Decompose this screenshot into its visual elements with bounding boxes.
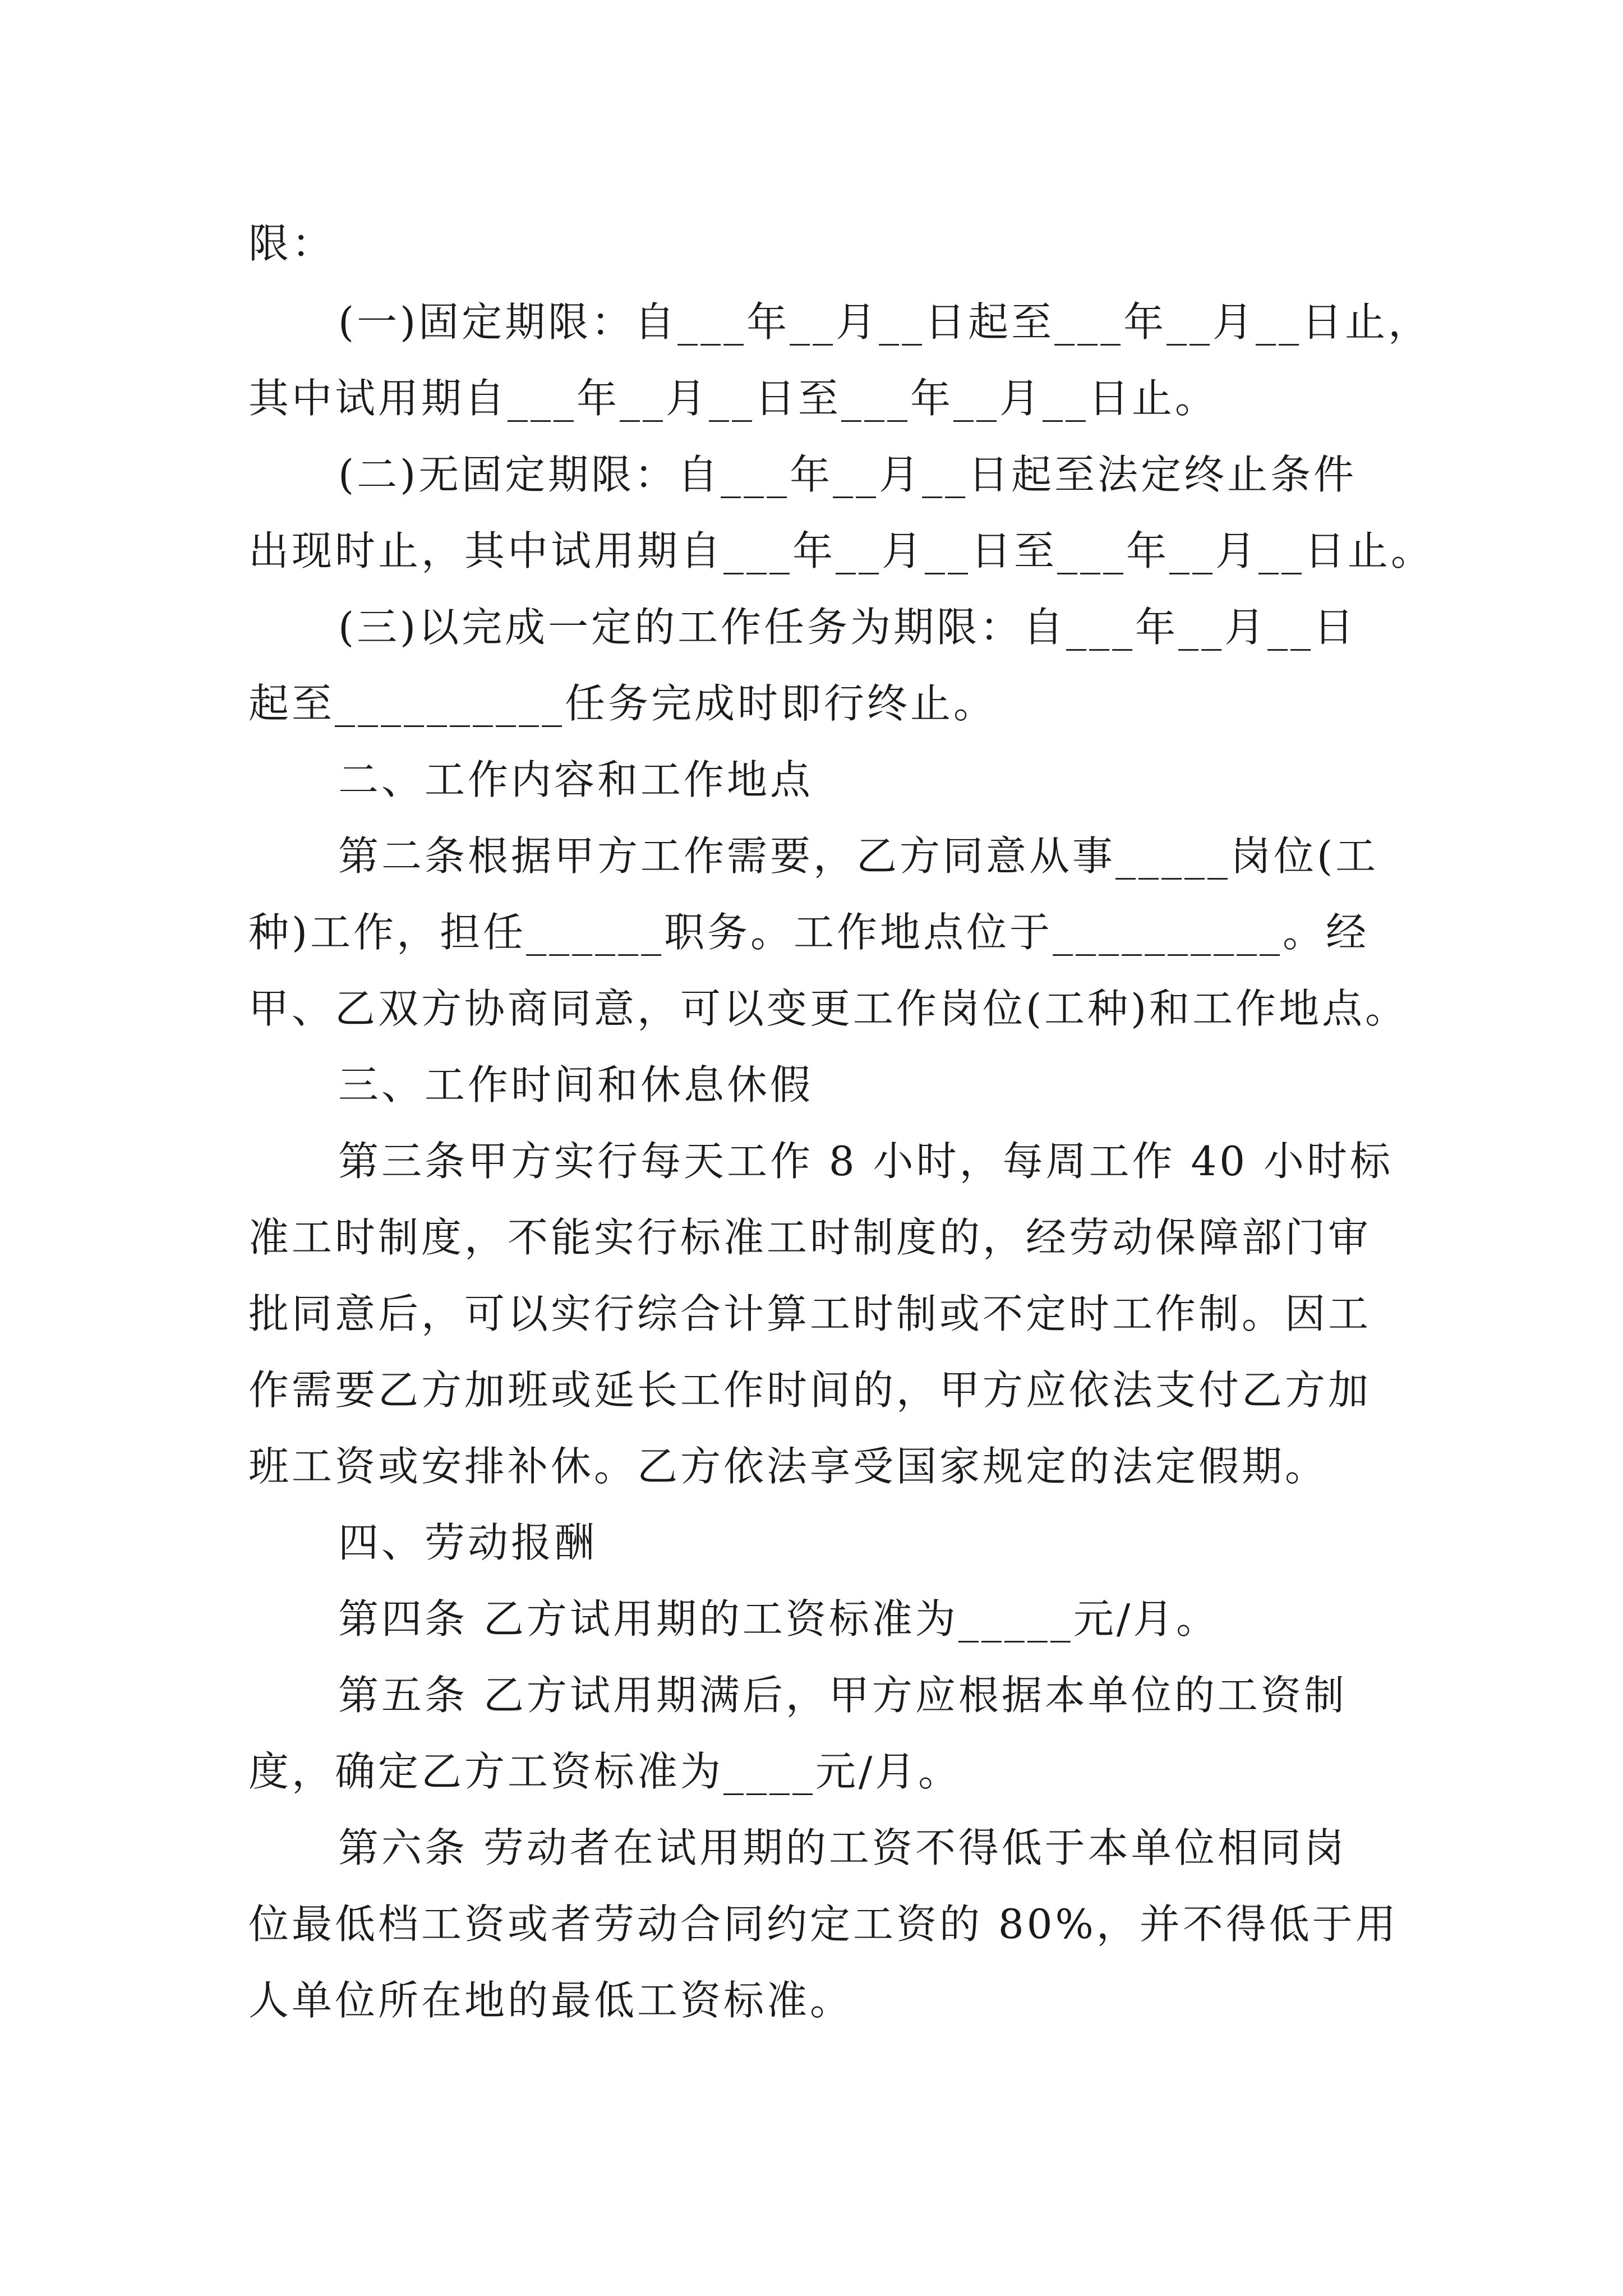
section-heading: 三、工作时间和休息休假 xyxy=(338,1061,814,1108)
text-line: 种)工作，担任______职务。工作地点位于__________。经 xyxy=(248,909,1370,956)
text-line: 班工资或安排补休。乙方依法享受国家规定的法定假期。 xyxy=(248,1443,1329,1490)
text-line: 准工时制度，不能实行标准工时制度的，经劳动保障部门审 xyxy=(248,1214,1372,1261)
text-line: 第六条 劳动者在试用期的工资不得低于本单位相同岗 xyxy=(338,1824,1347,1871)
text-line: (一)固定期限：自___年__月__日起至___年__月__日止， xyxy=(338,298,1432,346)
text-line: 第三条甲方实行每天工作 8 小时，每周工作 40 小时标 xyxy=(338,1138,1393,1185)
text-line: 起至__________任务完成时即行终止。 xyxy=(248,680,997,727)
text-line: 第五条 乙方试用期满后，甲方应根据本单位的工资制 xyxy=(338,1672,1347,1719)
text-line: 度，确定乙方工资标准为____元/月。 xyxy=(248,1748,962,1795)
section-heading: 四、劳动报酬 xyxy=(338,1519,598,1566)
text-line: (三)以完成一定的工作任务为期限：自___年__月__日 xyxy=(338,604,1357,651)
text-line: 其中试用期自___年__月__日至___年__月__日止。 xyxy=(248,375,1219,422)
text-line: 甲、乙双方协商同意，可以变更工作岗位(工种)和工作地点。 xyxy=(248,985,1409,1032)
text-line: 批同意后，可以实行综合计算工时制或不定时工作制。因工 xyxy=(248,1290,1372,1337)
text-line: 第四条 乙方试用期的工资标准为_____元/月。 xyxy=(338,1595,1220,1642)
text-line: 第二条根据甲方工作需要，乙方同意从事_____岗位(工 xyxy=(338,832,1379,880)
text-line: 出现时止，其中试用期自___年__月__日至___年__月__日止。 xyxy=(248,527,1435,574)
text-line: 位最低档工资或者劳动合同约定工资的 80%，并不得低于用 xyxy=(248,1901,1399,1948)
text-line: (二)无固定期限：自___年__月__日起至法定终止条件 xyxy=(338,451,1357,498)
text-line: 限： xyxy=(248,220,335,267)
text-line: 人单位所在地的最低工资标准。 xyxy=(248,1977,854,2024)
section-heading: 二、工作内容和工作地点 xyxy=(338,756,814,803)
text-line: 作需要乙方加班或延长工作时间的，甲方应依法支付乙方加 xyxy=(248,1366,1372,1414)
